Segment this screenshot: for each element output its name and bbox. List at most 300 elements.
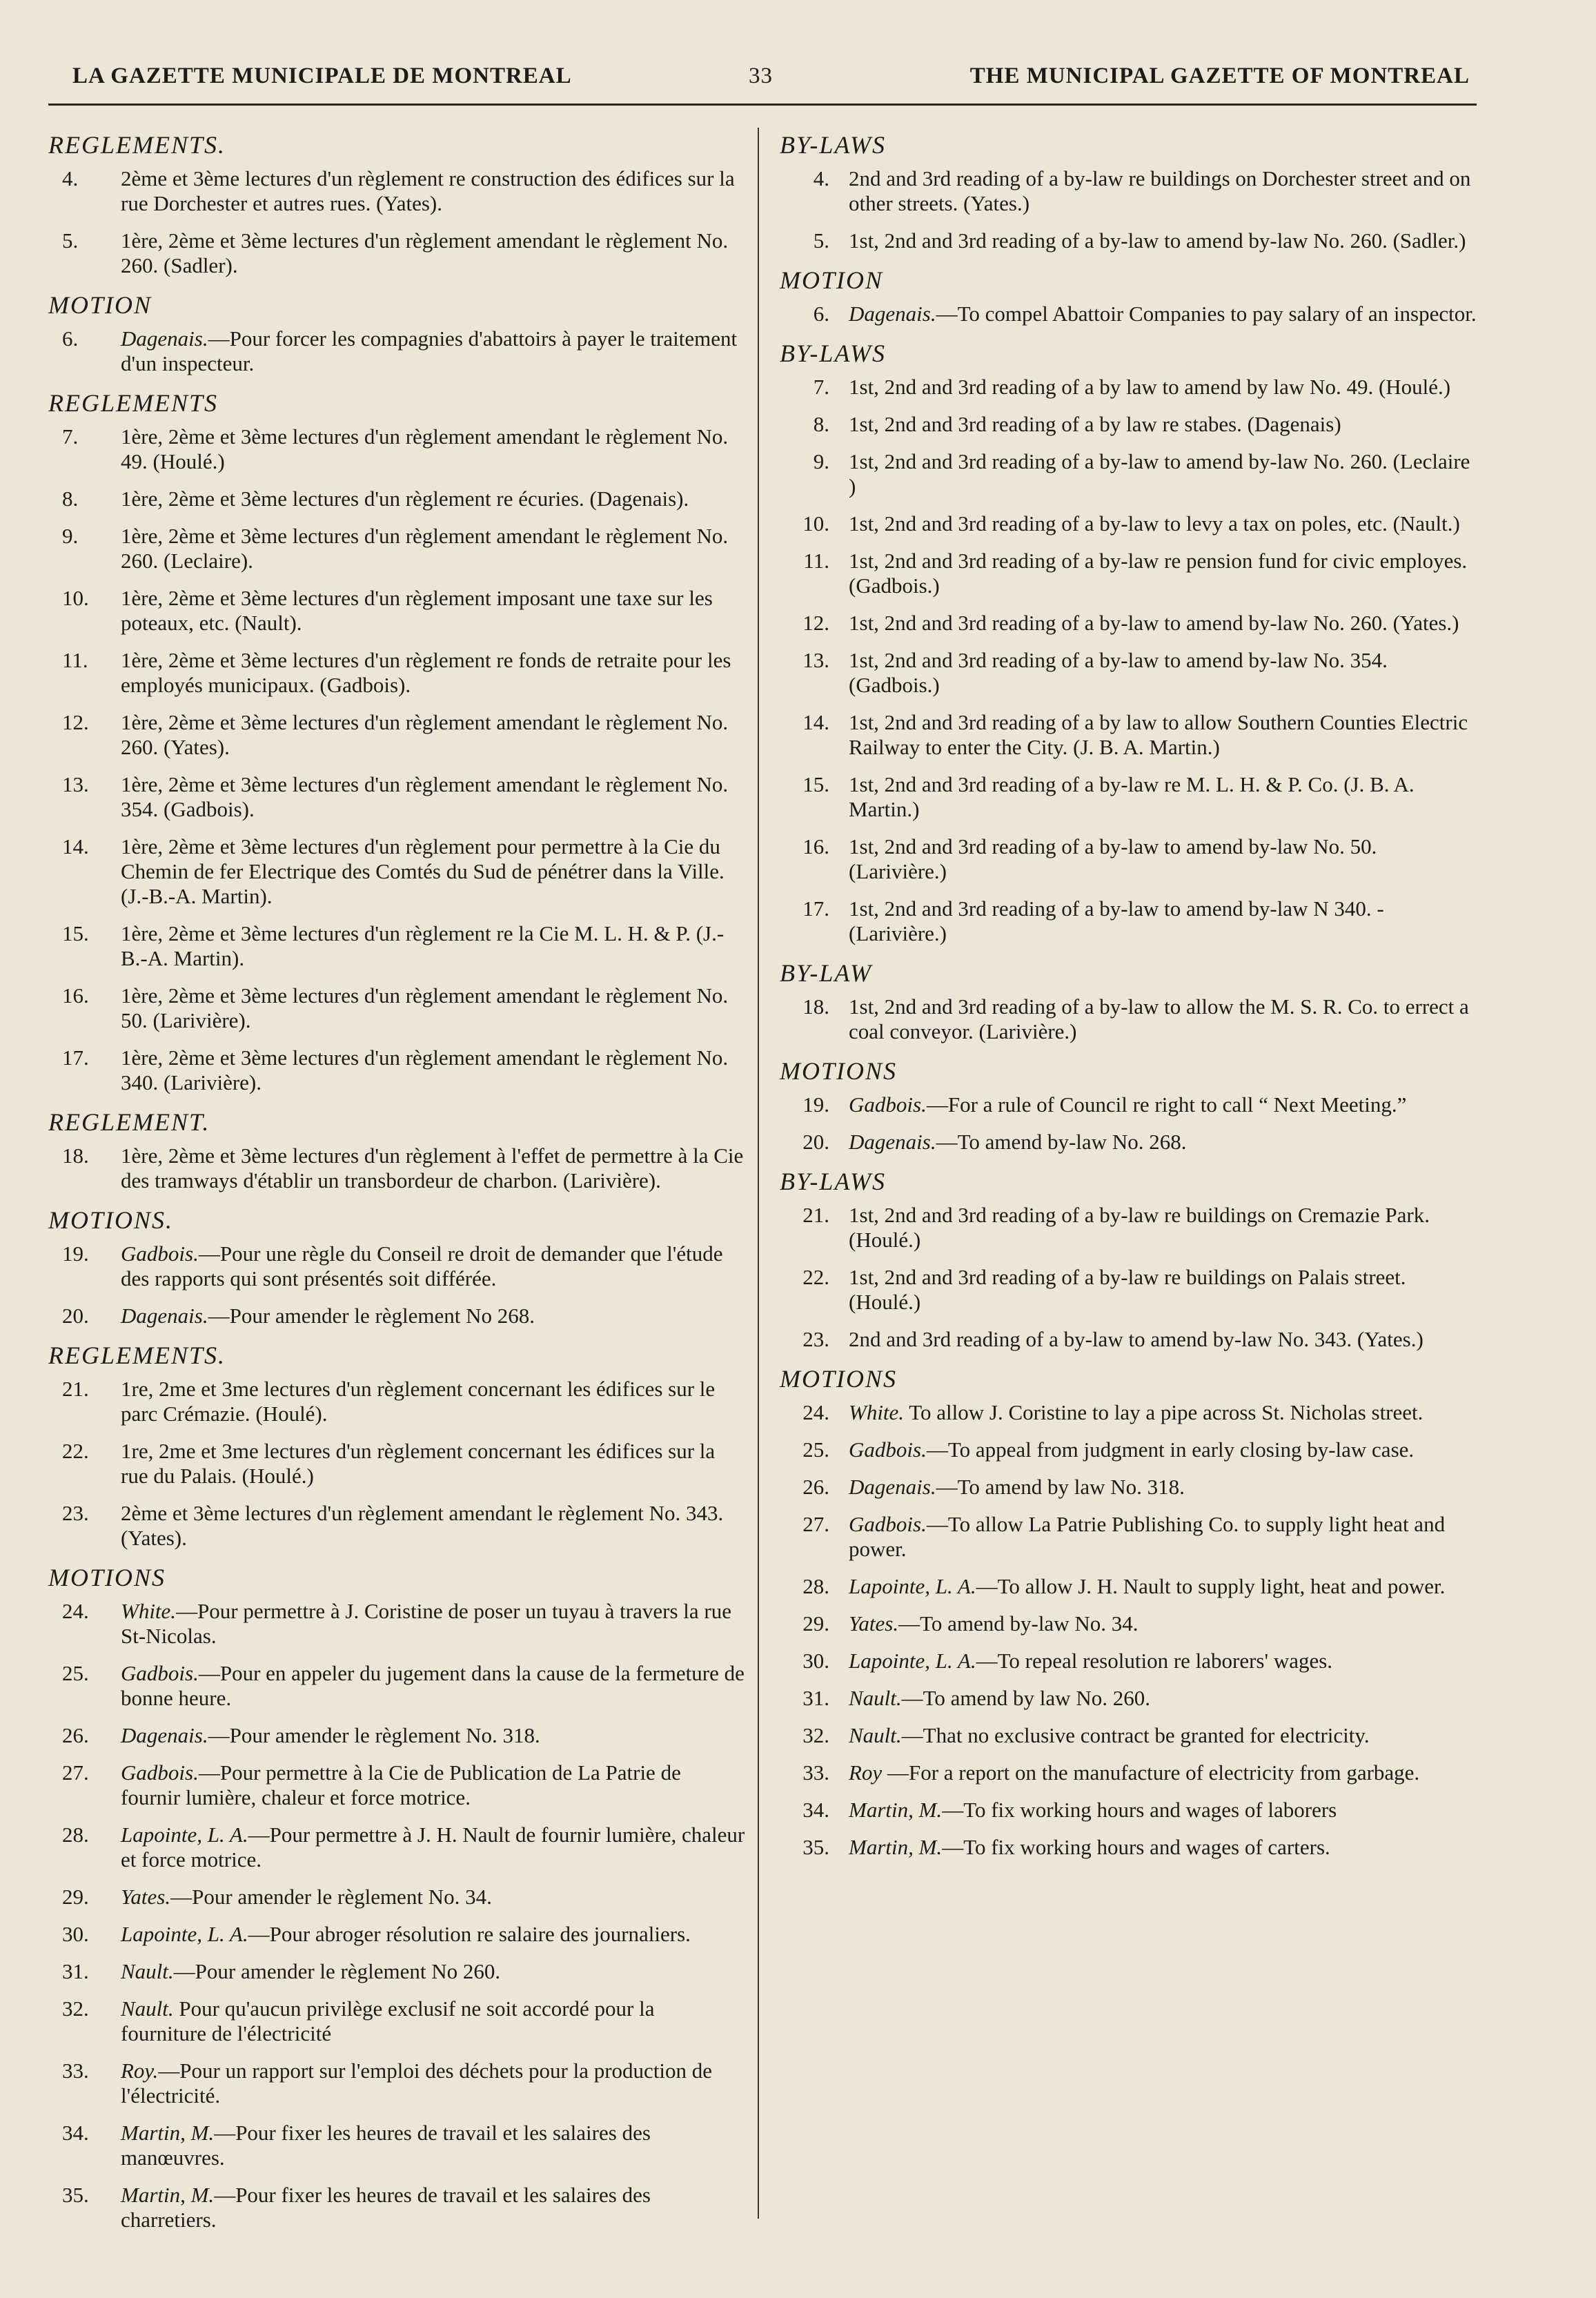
item-text: —Pour amender le règlement No. 318. xyxy=(208,1723,540,1747)
item-text: —Pour permettre à la Cie de Publication de La Patrie de fournir lumière, chaleur et force motrice. xyxy=(121,1760,681,1809)
agenda-item xyxy=(48,586,745,636)
agenda-item xyxy=(780,1327,1480,1352)
item-number: 11. xyxy=(62,648,88,672)
page-number: 33 xyxy=(749,63,773,88)
item-body xyxy=(48,1241,745,1291)
section-heading: REGLEMENTS xyxy=(48,389,219,417)
item-text: —Pour en appeler du jugement dans la cause de la fermeture de bonne heure. xyxy=(121,1661,745,1710)
item-number: 14. xyxy=(62,834,89,858)
section-heading: MOTIONS xyxy=(48,1564,166,1591)
item-mover: Gadbois. xyxy=(121,1760,199,1785)
item-number: 24. xyxy=(62,1599,89,1623)
item-body xyxy=(48,1045,745,1095)
item-number: 29. xyxy=(62,1885,89,1909)
item-mover: Roy xyxy=(849,1760,883,1785)
item-text: —Pour permettre à J. H. Nault de fournir lumière, chaleur et force motrice. xyxy=(121,1823,745,1872)
item-text: —Pour amender le règlement No. 34. xyxy=(170,1885,492,1909)
agenda-item xyxy=(48,1304,745,1328)
agenda-item xyxy=(48,2121,745,2170)
agenda-item xyxy=(48,1377,745,1426)
item-text: 1ère, 2ème et 3ème lectures d'un règlement amendant le règlement No. 260. (Sadler). xyxy=(121,228,729,277)
item-number: 15. xyxy=(802,772,829,796)
agenda-item xyxy=(780,1475,1480,1500)
item-text: —To amend by-law No. 34. xyxy=(898,1611,1139,1636)
agenda-item xyxy=(780,1203,1480,1253)
section-heading: MOTIONS xyxy=(780,1365,898,1393)
item-body xyxy=(780,1327,1480,1352)
item-body xyxy=(780,511,1480,536)
item-text: —To fix working hours and wages of carters. xyxy=(942,1835,1330,1859)
section-heading: REGLEMENT. xyxy=(48,1108,210,1136)
item-number: 23. xyxy=(62,1501,89,1525)
agenda-item xyxy=(48,1599,745,1649)
page-header xyxy=(48,63,1470,98)
agenda-item xyxy=(780,1723,1480,1748)
item-mover: Nault. xyxy=(121,1996,174,2021)
item-text: 1ère, 2ème et 3ème lectures d'un règlement re écuries. (Dagenais). xyxy=(121,487,689,511)
agenda-item xyxy=(780,1835,1480,1860)
agenda-item xyxy=(780,611,1480,636)
header-rule xyxy=(48,104,1477,106)
item-body xyxy=(780,1092,1480,1117)
item-body xyxy=(780,1611,1480,1636)
item-text: —To compel Abattoir Companies to pay salary of an inspector. xyxy=(936,302,1477,326)
english-column xyxy=(780,128,1480,1872)
item-number: 13. xyxy=(62,772,89,796)
item-number: 26. xyxy=(802,1475,829,1499)
item-body xyxy=(780,1475,1480,1500)
item-text: 1st, 2nd and 3rd reading of a by-law to amend by-law No. 354. (Gadbois.) xyxy=(849,648,1388,697)
item-text: 1ère, 2ème et 3ème lectures d'un règlement à l'effet de permettre à la Cie des tramways d'établir un transbordeur de charbon. (Larivière). xyxy=(121,1143,744,1192)
agenda-item xyxy=(48,983,745,1033)
agenda-item xyxy=(48,648,745,698)
header-title-english: THE MUNICIPAL GAZETTE OF MONTREAL xyxy=(969,63,1470,88)
item-body xyxy=(48,1885,745,1909)
item-number: 21. xyxy=(802,1203,829,1227)
item-number: 31. xyxy=(802,1686,829,1710)
agenda-item xyxy=(780,648,1480,698)
header-title-french: LA GAZETTE MUNICIPALE DE MONTREAL xyxy=(72,63,572,88)
item-body xyxy=(780,834,1480,884)
item-number: 10. xyxy=(802,511,829,536)
item-body xyxy=(48,586,745,636)
agenda-item xyxy=(780,412,1480,437)
item-body xyxy=(48,1723,745,1748)
item-body xyxy=(780,1437,1480,1462)
item-number: 32. xyxy=(62,1996,89,2021)
item-text: —Pour amender le règlement No 268. xyxy=(208,1304,535,1328)
item-number: 28. xyxy=(62,1823,89,1847)
agenda-item xyxy=(48,834,745,909)
item-mover: Lapointe, L. A. xyxy=(121,1823,248,1847)
item-body xyxy=(780,1835,1480,1860)
item-number: 25. xyxy=(62,1661,89,1685)
agenda-item xyxy=(780,994,1480,1044)
section-heading: BY-LAWS xyxy=(780,131,886,159)
agenda-item xyxy=(48,2059,745,2108)
item-number: 9. xyxy=(62,524,79,548)
item-mover: Lapointe, L. A. xyxy=(849,1649,976,1673)
item-number: 6. xyxy=(813,302,829,326)
section-heading: REGLEMENTS. xyxy=(48,1342,226,1369)
agenda-item xyxy=(780,1760,1480,1785)
agenda-item xyxy=(48,1143,745,1193)
section-heading: REGLEMENTS. xyxy=(48,131,226,159)
item-number: 27. xyxy=(802,1512,829,1536)
item-text: 1st, 2nd and 3rd reading of a by-law to amend by-law No. 50. (Larivière.) xyxy=(849,834,1377,883)
item-number: 8. xyxy=(813,412,829,436)
agenda-item xyxy=(780,166,1480,216)
item-text: 1st, 2nd and 3rd reading of a by-law re pension fund for civic employes. (Gadbois.) xyxy=(849,549,1468,598)
item-body xyxy=(48,1304,745,1328)
item-number: 35. xyxy=(62,2183,89,2207)
item-text: —To fix working hours and wages of laborers xyxy=(942,1798,1337,1822)
agenda-item xyxy=(48,772,745,822)
agenda-item xyxy=(48,1723,745,1748)
agenda-item xyxy=(780,1512,1480,1562)
agenda-item xyxy=(780,1092,1480,1117)
item-mover: Dagenais. xyxy=(849,1475,936,1499)
item-body xyxy=(48,228,745,278)
item-number: 12. xyxy=(62,710,89,734)
item-text: 1st, 2nd and 3rd reading of a by-law re buildings on Palais street. (Houlé.) xyxy=(849,1265,1406,1314)
item-mover: Roy. xyxy=(121,2059,159,2083)
item-text: 1st, 2nd and 3rd reading of a by-law re buildings on Cremazie Park. (Houlé.) xyxy=(849,1203,1430,1252)
agenda-item xyxy=(780,772,1480,822)
item-body xyxy=(48,524,745,573)
item-text: —Pour abroger résolution re salaire des journaliers. xyxy=(248,1922,691,1946)
item-number: 18. xyxy=(62,1143,89,1168)
agenda-item xyxy=(780,896,1480,946)
item-body xyxy=(48,1377,745,1426)
item-number: 4. xyxy=(62,166,79,190)
agenda-item xyxy=(48,1885,745,1909)
agenda-item xyxy=(48,166,745,216)
item-number: 23. xyxy=(802,1327,829,1351)
item-text: 1st, 2nd and 3rd reading of a by law re stabes. (Dagenais) xyxy=(849,412,1341,436)
item-text: 1re, 2me et 3me lectures d'un règlement concernant les édifices sur la rue du Palais. (Houlé.) xyxy=(121,1439,716,1488)
item-body xyxy=(48,1661,745,1711)
item-body xyxy=(780,449,1480,499)
agenda-item xyxy=(780,1130,1480,1155)
item-text: 1ère, 2ème et 3ème lectures d'un règlement amendant le règlement No. 50. (Larivière). xyxy=(121,983,729,1032)
item-mover: Gadbois. xyxy=(849,1092,927,1117)
agenda-item xyxy=(48,326,745,376)
agenda-item xyxy=(48,424,745,474)
item-mover: Nault. xyxy=(849,1723,902,1747)
item-mover: White. xyxy=(121,1599,177,1623)
agenda-item xyxy=(780,302,1480,326)
item-mover: Yates. xyxy=(121,1885,171,1909)
item-body xyxy=(780,1265,1480,1315)
item-text: —Pour fixer les heures de travail et les salaires des charretiers. xyxy=(121,2183,651,2232)
item-mover: Gadbois. xyxy=(849,1437,927,1462)
item-text: 1st, 2nd and 3rd reading of a by law to amend by law No. 49. (Houlé.) xyxy=(849,375,1451,399)
item-body xyxy=(780,710,1480,760)
item-text: 2ème et 3ème lectures d'un règlement re construction des édifices sur la rue Dorchester et autres rues. (Yates). xyxy=(121,166,735,215)
section-heading: MOTION xyxy=(780,266,884,294)
item-body xyxy=(780,648,1480,698)
agenda-item xyxy=(780,710,1480,760)
item-body xyxy=(780,611,1480,636)
item-text: 1st, 2nd and 3rd reading of a by-law to allow the M. S. R. Co. to errect a coal conveyor. (Larivière.) xyxy=(849,994,1469,1043)
item-body xyxy=(48,1996,745,2046)
item-mover: Dagenais. xyxy=(849,1130,936,1154)
item-number: 12. xyxy=(802,611,829,635)
item-number: 13. xyxy=(802,648,829,672)
item-text: —Pour un rapport sur l'emploi des déchets pour la production de l'électricité. xyxy=(121,2059,713,2108)
item-number: 31. xyxy=(62,1959,89,1983)
item-text: 1ère, 2ème et 3ème lectures d'un règlement amendant le règlement No. 340. (Larivière). xyxy=(121,1045,729,1094)
item-body xyxy=(48,2183,745,2232)
item-text: —Pour amender le règlement No 260. xyxy=(173,1959,501,1983)
item-text: —To repeal resolution re laborers' wages. xyxy=(976,1649,1333,1673)
item-body xyxy=(780,1649,1480,1673)
item-body xyxy=(48,1959,745,1984)
item-number: 20. xyxy=(62,1304,89,1328)
item-text: 1ère, 2ème et 3ème lectures d'un règlement re la Cie M. L. H. & P. (J.-B.-A. Martin). xyxy=(121,921,725,970)
item-mover: Lapointe, L. A. xyxy=(121,1922,248,1946)
item-body xyxy=(48,2121,745,2170)
item-body xyxy=(780,549,1480,598)
agenda-item xyxy=(48,1439,745,1489)
item-body xyxy=(780,1512,1480,1562)
item-mover: Martin, M. xyxy=(849,1835,943,1859)
item-number: 16. xyxy=(802,834,829,858)
section-heading: BY-LAWS xyxy=(780,1168,886,1195)
section-heading: BY-LAWS xyxy=(780,340,886,367)
item-body xyxy=(48,1439,745,1489)
item-text: —Pour permettre à J. Coristine de poser un tuyau à travers la rue St-Nicolas. xyxy=(121,1599,731,1648)
item-text: —To amend by law No. 260. xyxy=(901,1686,1150,1710)
item-text: 2nd and 3rd reading of a by-law re buildings on Dorchester street and on other streets. (Yates.) xyxy=(849,166,1471,215)
item-number: 18. xyxy=(802,994,829,1019)
item-number: 7. xyxy=(813,375,829,399)
item-text: 1st, 2nd and 3rd reading of a by law to allow Southern Counties Electric Railway to enter the City. (J. B. A. Martin.) xyxy=(849,710,1468,759)
agenda-item xyxy=(780,834,1480,884)
item-body xyxy=(48,772,745,822)
agenda-item xyxy=(48,1661,745,1711)
item-body xyxy=(780,1203,1480,1253)
item-mover: Dagenais. xyxy=(121,1723,208,1747)
agenda-item xyxy=(48,2183,745,2232)
item-body xyxy=(780,302,1480,326)
section-heading: MOTION xyxy=(48,291,152,319)
item-text: —Pour une règle du Conseil re droit de demander que l'étude des rapports qui sont présentés soit différée. xyxy=(121,1241,723,1290)
agenda-item xyxy=(48,1996,745,2046)
agenda-item xyxy=(780,549,1480,598)
item-body xyxy=(780,228,1480,253)
item-number: 5. xyxy=(813,228,829,253)
agenda-item xyxy=(780,1686,1480,1711)
item-text: To allow J. Coristine to lay a pipe across St. Nicholas street. xyxy=(904,1400,1423,1424)
agenda-item xyxy=(780,1265,1480,1315)
item-text: 1ère, 2ème et 3ème lectures d'un règlement amendant le règlement No. 260. (Leclaire). xyxy=(121,524,729,573)
item-number: 10. xyxy=(62,586,89,610)
item-text: 2nd and 3rd reading of a by-law to amend by-law No. 343. (Yates.) xyxy=(849,1327,1423,1351)
item-text: 1ère, 2ème et 3ème lectures d'un règlement re fonds de retraite pour les employés municipaux. (Gadbois). xyxy=(121,648,731,697)
item-text: —To appeal from judgment in early closing by-law case. xyxy=(926,1437,1415,1462)
agenda-item xyxy=(780,1611,1480,1636)
item-number: 32. xyxy=(802,1723,829,1747)
item-number: 21. xyxy=(62,1377,89,1401)
item-text: 1ère, 2ème et 3ème lectures d'un règlement pour permettre à la Cie du Chemin de fer Electrique des Comtés du Sud de pénétrer dans la Ville. (J.-B.-A. Martin). xyxy=(121,834,725,908)
item-body xyxy=(48,1760,745,1810)
agenda-item xyxy=(48,1241,745,1291)
agenda-item xyxy=(780,449,1480,499)
item-text: 1st, 2nd and 3rd reading of a by-law to amend by-law No. 260. (Yates.) xyxy=(849,611,1459,635)
column-divider xyxy=(758,128,759,2219)
item-body xyxy=(780,1760,1480,1785)
item-body xyxy=(48,1501,745,1551)
item-body xyxy=(780,994,1480,1044)
item-number: 29. xyxy=(802,1611,829,1636)
item-text: 1st, 2nd and 3rd reading of a by-law to amend by-law No. 260. (Sadler.) xyxy=(849,228,1466,253)
agenda-item xyxy=(48,1959,745,1984)
item-number: 24. xyxy=(802,1400,829,1424)
item-mover: Gadbois. xyxy=(849,1512,927,1536)
item-mover: Lapointe, L. A. xyxy=(849,1574,976,1598)
item-mover: Gadbois. xyxy=(121,1661,199,1685)
agenda-item xyxy=(48,1501,745,1551)
item-text: —That no exclusive contract be granted for electricity. xyxy=(901,1723,1370,1747)
item-text: 2ème et 3ème lectures d'un règlement amendant le règlement No. 343. (Yates). xyxy=(121,1501,724,1550)
item-body xyxy=(780,1130,1480,1155)
item-number: 6. xyxy=(62,326,79,351)
item-text: 1re, 2me et 3me lectures d'un règlement concernant les édifices sur le parc Crémazie. (Houlé). xyxy=(121,1377,716,1426)
item-body xyxy=(48,921,745,971)
item-number: 25. xyxy=(802,1437,829,1462)
item-number: 4. xyxy=(813,166,829,190)
item-body xyxy=(48,1922,745,1947)
item-body xyxy=(48,326,745,376)
item-number: 30. xyxy=(802,1649,829,1673)
item-text: 1st, 2nd and 3rd reading of a by-law to amend by-law N 340. - (Larivière.) xyxy=(849,896,1384,945)
agenda-item xyxy=(48,1760,745,1810)
agenda-item xyxy=(780,511,1480,536)
item-text: —For a report on the manufacture of electricity from garbage. xyxy=(882,1760,1420,1785)
item-text: 1ère, 2ème et 3ème lectures d'un règlement imposant une taxe sur les poteaux, etc. (Nault). xyxy=(121,586,713,635)
item-body xyxy=(780,896,1480,946)
item-body xyxy=(780,772,1480,822)
item-mover: Martin, M. xyxy=(121,2121,215,2145)
item-number: 14. xyxy=(802,710,829,734)
item-body xyxy=(48,1599,745,1649)
section-heading: MOTIONS. xyxy=(48,1206,174,1234)
agenda-item xyxy=(48,1045,745,1095)
item-mover: White. xyxy=(849,1400,905,1424)
item-number: 7. xyxy=(62,424,79,449)
item-mover: Gadbois. xyxy=(121,1241,199,1266)
item-text: —To allow La Patrie Publishing Co. to supply light heat and power. xyxy=(849,1512,1446,1561)
item-number: 27. xyxy=(62,1760,89,1785)
item-text: 1st, 2nd and 3rd reading of a by-law to levy a tax on poles, etc. (Nault.) xyxy=(849,511,1460,536)
item-number: 35. xyxy=(802,1835,829,1859)
item-body xyxy=(48,648,745,698)
item-body xyxy=(48,2059,745,2108)
item-number: 28. xyxy=(802,1574,829,1598)
item-body xyxy=(780,1400,1480,1425)
agenda-item xyxy=(780,228,1480,253)
item-number: 19. xyxy=(62,1241,89,1266)
item-number: 9. xyxy=(813,449,829,473)
item-body xyxy=(780,1686,1480,1711)
item-number: 26. xyxy=(62,1723,89,1747)
item-body xyxy=(780,375,1480,400)
item-body xyxy=(48,1823,745,1872)
agenda-item xyxy=(48,524,745,573)
item-text: 1st, 2nd and 3rd reading of a by-law re M. L. H. & P. Co. (J. B. A. Martin.) xyxy=(849,772,1415,821)
french-column xyxy=(48,128,745,2245)
item-body xyxy=(780,1798,1480,1823)
item-number: 11. xyxy=(803,549,829,573)
item-number: 19. xyxy=(802,1092,829,1117)
item-body xyxy=(48,834,745,909)
agenda-item xyxy=(780,1574,1480,1599)
item-body xyxy=(48,1143,745,1193)
agenda-item xyxy=(48,710,745,760)
section-heading: BY-LAW xyxy=(780,959,872,987)
agenda-item xyxy=(48,1922,745,1947)
item-mover: Martin, M. xyxy=(849,1798,943,1822)
item-text: 1ère, 2ème et 3ème lectures d'un règlement amendant le règlement No. 354. (Gadbois). xyxy=(121,772,729,821)
agenda-item xyxy=(780,1400,1480,1425)
item-text: —For a rule of Council re right to call “ Next Meeting.” xyxy=(926,1092,1407,1117)
item-text: 1st, 2nd and 3rd reading of a by-law to amend by-law No. 260. (Leclaire ) xyxy=(849,449,1470,498)
item-body xyxy=(780,166,1480,216)
item-text: —To amend by-law No. 268. xyxy=(936,1130,1187,1154)
item-text: 1ère, 2ème et 3ème lectures d'un règlement amendant le règlement No. 49. (Houlé.) xyxy=(121,424,729,473)
item-mover: Nault. xyxy=(849,1686,902,1710)
agenda-item xyxy=(780,1437,1480,1462)
item-number: 8. xyxy=(62,487,79,511)
item-mover: Dagenais. xyxy=(121,1304,208,1328)
item-text: Pour qu'aucun privilège exclusif ne soit accordé pour la fourniture de l'électricité xyxy=(121,1996,655,2045)
item-number: 15. xyxy=(62,921,89,945)
item-text: —Pour forcer les compagnies d'abattoirs à payer le traitement d'un inspecteur. xyxy=(121,326,738,375)
agenda-item xyxy=(48,228,745,278)
item-text: —To amend by law No. 318. xyxy=(936,1475,1185,1499)
agenda-item xyxy=(48,921,745,971)
item-body xyxy=(48,166,745,216)
agenda-item xyxy=(780,1649,1480,1673)
item-number: 5. xyxy=(62,228,79,253)
item-number: 22. xyxy=(802,1265,829,1289)
item-number: 33. xyxy=(802,1760,829,1785)
item-body xyxy=(48,487,745,511)
item-body xyxy=(780,1723,1480,1748)
item-number: 17. xyxy=(802,896,829,921)
section-heading: MOTIONS xyxy=(780,1057,898,1085)
agenda-item xyxy=(780,375,1480,400)
item-number: 22. xyxy=(62,1439,89,1463)
agenda-item xyxy=(48,1823,745,1872)
item-mover: Yates. xyxy=(849,1611,899,1636)
item-number: 30. xyxy=(62,1922,89,1946)
item-body xyxy=(780,1574,1480,1599)
item-number: 33. xyxy=(62,2059,89,2083)
item-number: 16. xyxy=(62,983,89,1008)
agenda-item xyxy=(780,1798,1480,1823)
item-body xyxy=(48,983,745,1033)
item-number: 17. xyxy=(62,1045,89,1070)
item-body xyxy=(48,424,745,474)
item-body xyxy=(48,710,745,760)
item-text: —To allow J. H. Nault to supply light, heat and power. xyxy=(976,1574,1446,1598)
item-mover: Dagenais. xyxy=(849,302,936,326)
item-mover: Nault. xyxy=(121,1959,174,1983)
item-number: 34. xyxy=(802,1798,829,1822)
